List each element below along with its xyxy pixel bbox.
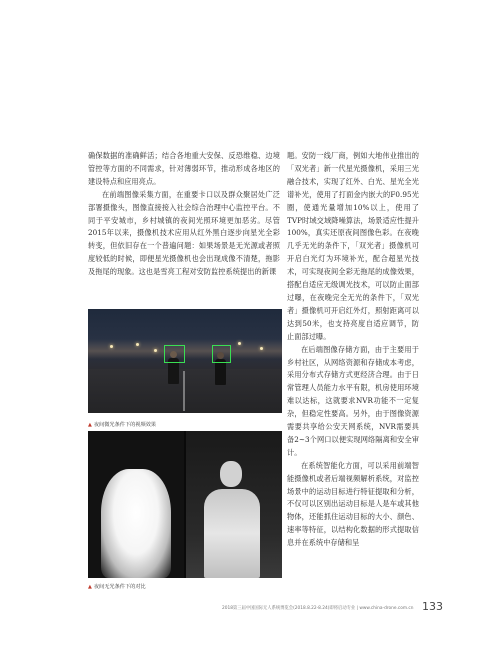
street-light	[154, 349, 157, 352]
figure-caption	[88, 421, 156, 428]
road-marking	[183, 371, 185, 411]
street-light	[238, 342, 241, 345]
detection-box	[164, 345, 185, 363]
road-ground	[88, 369, 282, 413]
page-footer: 2018第三届中国国际无人系统博览会(2018.8.22-8.24)即将启动专业 | www.china-drone.com.cn	[222, 606, 414, 611]
street-light	[260, 347, 263, 350]
figure-no-light-comparison	[88, 431, 282, 578]
triangle-icon: ▲	[88, 584, 92, 590]
paragraph: 在前端图像采集方面，在重要卡口以及群众聚居处广泛部署摄像头，图像直接接入社会综合治理中心监控平台。不同于平安城市，乡村城镇的夜间光照环境更加恶劣。尽管2015年以来，摄像机技术应用从红外黑白逐步向星光全彩转变，但依旧存在一个普遍问题：如果场景是无光源或者照度较低的时候，即便星光摄像机也会出现成像不清楚，拖影及拖尾的现象。这也是雪亮工程对安防监控系统提出的新课	[88, 189, 280, 277]
figure-caption	[88, 583, 146, 590]
caption-text: 夜间无光条件下的对比	[93, 584, 146, 590]
right-column	[287, 150, 419, 550]
paragraph: 题。安防一线厂商，例如大地伟业推出的「双光者」新一代星光摄像机，采用三光融合技术，实现了红外、白光、星光全光谱补光，使用了打面金内嵌大的F0.95光圈，使通光量增加10%以上，使用了TVP时域交域降噪算法，场景适应性提升100%，真实还原夜间图像色彩。在夜晚几乎无光的条件下，「双光者」摄像机可开启白光灯为环境补光，配合超星光技术，可实现夜间全彩无拖尾的成像效果，搭配自适应无级调光技术，可以防止面部过曝，在夜晚完全无光的条件下，「双光者」摄像机可开启红外灯，照射距离可以达到50米，也支持亮度自适应调节，防止面部过曝。	[287, 151, 419, 341]
street-light	[110, 345, 113, 348]
horizon-glow	[88, 339, 282, 359]
figure-night-low-light	[88, 309, 282, 413]
triangle-icon: ▲	[88, 422, 92, 428]
caption-text: 夜间微光条件下的视频效果	[93, 422, 157, 428]
paragraph: 确保数据的准确鲜活；结合各地重大安保、反恐维稳、边境管控等方面的不同需求，针对薄弱环节，推动形成各地区的建设特点和应用亮点。	[88, 151, 280, 186]
infrared-person-body	[204, 489, 260, 578]
street-light	[136, 343, 139, 346]
page-number: 133	[422, 600, 443, 613]
detection-box	[212, 345, 231, 363]
infrared-person-head	[220, 461, 242, 487]
paragraph: 在后端图像存储方面，由于主要用于乡村社区，从网络资源和存储成本考虑，采用分布式存储方式更经济合理。由于日常管理人员能力水平有限，机房使用环境难以达标，这就要求NVR功能不一定复杂，但稳定性要高。另外，由于图像资源需要共享给公安天网系统，NVR需要具备2~3个网口以便实现网络隔离和安全审计。	[287, 344, 419, 457]
left-column	[88, 150, 280, 279]
overexposed-figure	[101, 469, 171, 578]
paragraph: 在系统智能化方面，可以采用前端智能摄像机或者后端视频解析系统，对监控场景中的运动目标进行特征提取和分析，不仅可以区别出运动目标是人是车或其他物体，还能抓住运动目标的大小、颜色、速率等特征，以结构化数据的形式提取信息并在系统中存储和呈	[287, 460, 419, 548]
